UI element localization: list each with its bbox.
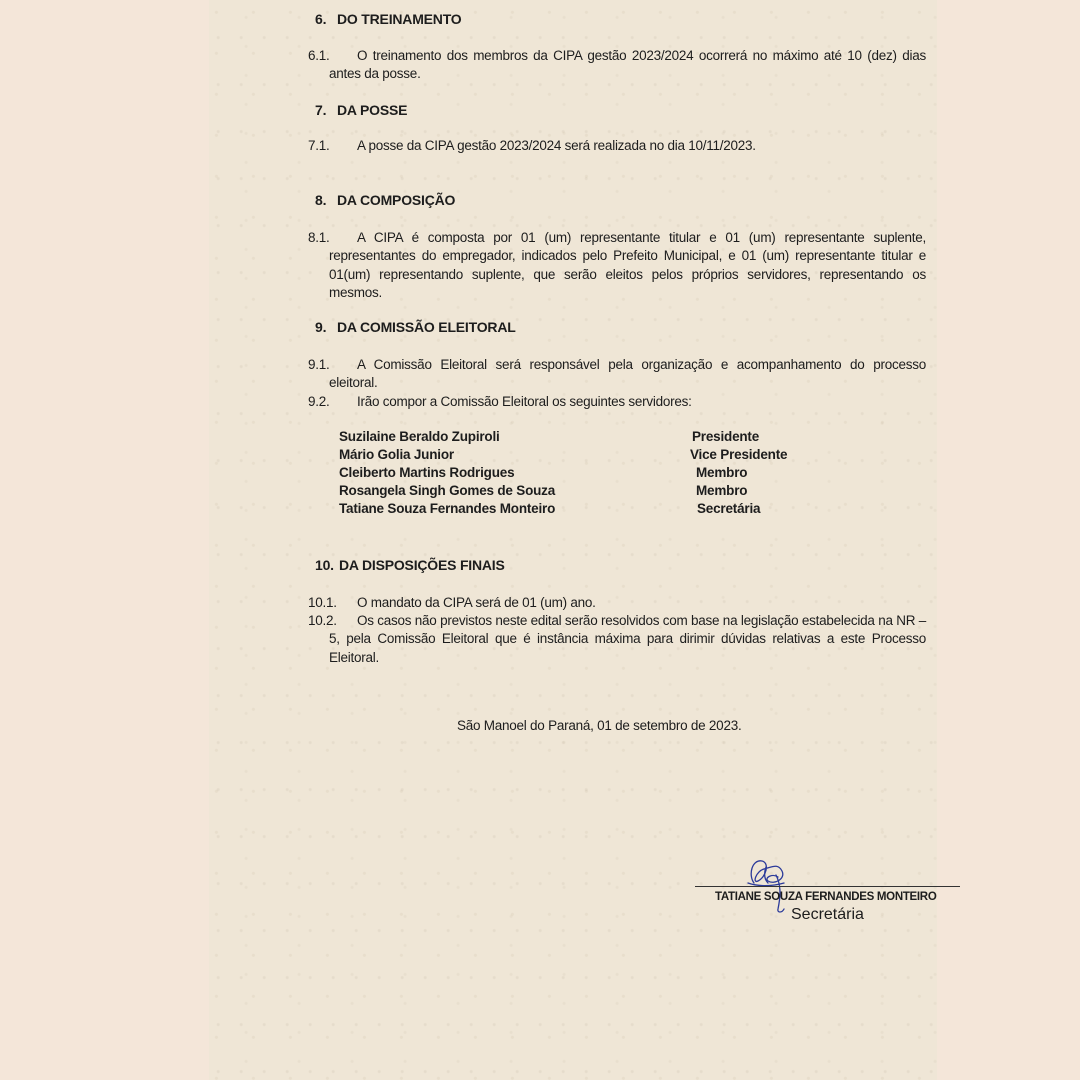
committee-member-name: Tatiane Souza Fernandes Monteiro [339, 501, 556, 516]
handwritten-signature [742, 853, 792, 915]
clause-10-2: 10.2. Os casos não previstos neste edital serão resolvidos com base na legislação estabelecida na NR – 5, pela Comissão Eleitoral que é instância máxima para dirimir dúvidas relativas a este Processo Eleitoral. [308, 613, 926, 665]
clause-8-1: 8.1. A CIPA é composta por 01 (um) representante titular e 01 (um) representante suplente, representantes do empregador, indicados pelo Prefeito Municipal, e 01 (um) representante titular e 01(um) representando suplente, que serão eleitos pelos próprios servidores, representando os mesmos. [308, 230, 926, 300]
clause-10-1: 10.1. O mandato da CIPA será de 01 (um) ano. [308, 595, 596, 610]
committee-member-name: Suzilaine Beraldo Zupiroli [339, 429, 500, 444]
section-heading-9: 9. DA COMISSÃO ELEITORAL [315, 319, 516, 335]
signatory-role: Secretária [791, 906, 864, 923]
committee-member-role: Membro [696, 465, 748, 480]
document-page [209, 0, 937, 1080]
section-heading-10: 10. DA DISPOSIÇÕES FINAIS [315, 557, 505, 573]
section-heading-8: 8. DA COMPOSIÇÃO [315, 192, 456, 208]
section-heading-7: 7. DA POSSE [315, 102, 408, 118]
signature-line [695, 886, 960, 887]
committee-member-name: Cleiberto Martins Rodrigues [339, 465, 515, 480]
place-date: São Manoel do Paraná, 01 de setembro de 2023. [457, 718, 742, 733]
section-heading-6: 6. DO TREINAMENTO [315, 11, 462, 27]
clause-7-1: 7.1. A posse da CIPA gestão 2023/2024 será realizada no dia 10/11/2023. [308, 138, 756, 153]
committee-member-role: Secretária [697, 501, 761, 516]
committee-member-role: Presidente [692, 429, 760, 444]
committee-member-name: Rosangela Singh Gomes de Souza [339, 483, 556, 498]
clause-9-2: 9.2. Irão compor a Comissão Eleitoral os seguintes servidores: [308, 394, 692, 409]
committee-member-name: Mário Golia Junior [339, 447, 454, 462]
committee-member-role: Vice Presidente [690, 447, 788, 462]
clause-6-1: 6.1. O treinamento dos membros da CIPA gestão 2023/2024 ocorrerá no máximo até 10 (dez) dias antes da posse. [308, 48, 926, 82]
committee-member-role: Membro [696, 483, 748, 498]
clause-9-1: 9.1. A Comissão Eleitoral será responsável pela organização e acompanhamento do processo eleitoral. [308, 357, 926, 391]
signatory-name: TATIANE SOUZA FERNANDES MONTEIRO [715, 891, 937, 903]
